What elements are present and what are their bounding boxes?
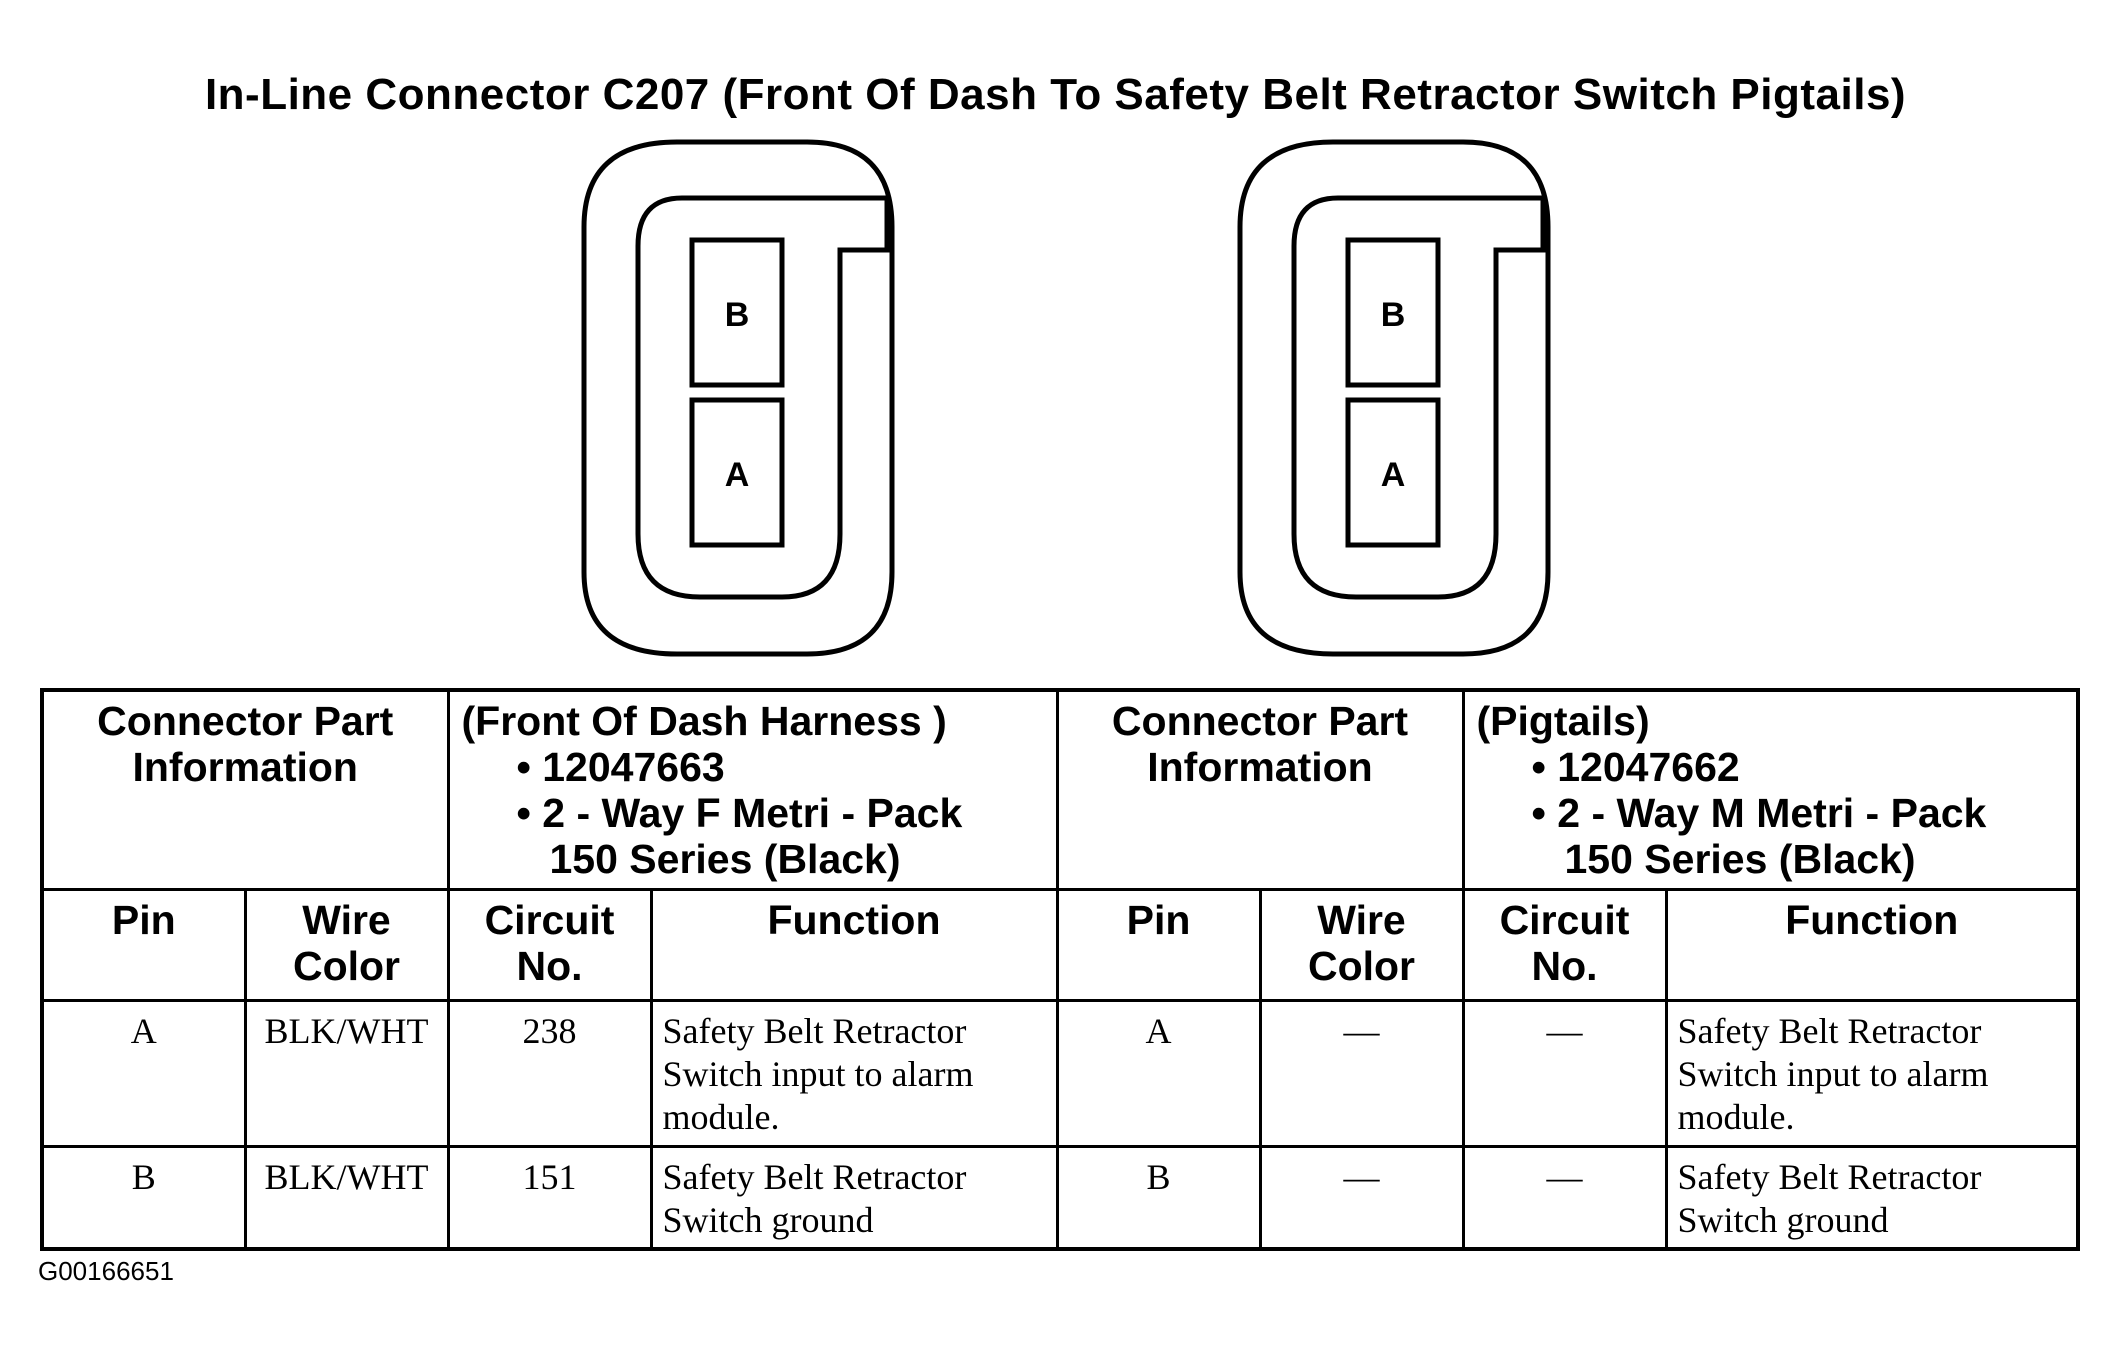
col-header-function: Function <box>1666 889 2078 1000</box>
col-header-function: Function <box>651 889 1057 1000</box>
pin-label-b: B <box>724 296 750 334</box>
part-desc-1: 2 - Way F Metri - Pack <box>542 790 963 836</box>
col-header-circuit: Circuit No. <box>448 889 651 1000</box>
connector-face-male <box>1238 142 1558 658</box>
pin-label-a: A <box>724 456 750 494</box>
part-info-label-left: Connector Part Information <box>42 690 448 889</box>
harness-name: (Front Of Dash Harness ) <box>461 698 947 744</box>
part-desc-2: 150 Series (Black) <box>549 836 901 882</box>
part-desc-1: 2 - Way M Metri - Pack <box>1557 790 1987 836</box>
table-row <box>42 1000 2078 1146</box>
function-cell: Safety Belt Retractor Switch ground <box>1666 1146 2078 1249</box>
part-number-line: • 12047663 <box>516 744 725 790</box>
pin-cell: B <box>42 1146 245 1249</box>
function-cell: Safety Belt Retractor Switch input to alarm module. <box>1666 1000 2078 1146</box>
col-header-pin: Pin <box>1057 889 1260 1000</box>
harness-name: (Pigtails) <box>1476 698 1650 744</box>
part-info-label-right: Connector Part Information <box>1057 690 1463 889</box>
connector-face-female <box>582 142 902 658</box>
part-info-right <box>1463 690 2078 889</box>
col-header-wire-color: Wire Color <box>1260 889 1463 1000</box>
connector-info-table <box>40 688 2080 1251</box>
part-info-left <box>448 690 1057 889</box>
part-number: 12047663 <box>542 744 725 790</box>
figure-id: G00166651 <box>38 1256 174 1286</box>
col-header-pin: Pin <box>42 889 245 1000</box>
part-number-line: • 12047662 <box>1531 744 1740 790</box>
part-desc-line: • 2 - Way M Metri - Pack <box>1531 790 1987 836</box>
part-desc-2: 150 Series (Black) <box>1564 836 1916 882</box>
pin-label-b: B <box>1380 296 1406 334</box>
table-row <box>42 1146 2078 1249</box>
part-info-row <box>42 690 2078 889</box>
circuit-cell: 151 <box>448 1146 651 1249</box>
wire-color-cell: — <box>1260 1146 1463 1249</box>
part-desc-line: • 2 - Way F Metri - Pack <box>516 790 963 836</box>
col-header-circuit: Circuit No. <box>1463 889 1666 1000</box>
column-header-row <box>42 889 2078 1000</box>
function-cell: Safety Belt Retractor Switch input to alarm module. <box>651 1000 1057 1146</box>
wire-color-cell: — <box>1260 1000 1463 1146</box>
pin-cell: A <box>1057 1000 1260 1146</box>
wire-color-cell: BLK/WHT <box>245 1146 448 1249</box>
wire-color-cell: BLK/WHT <box>245 1000 448 1146</box>
function-cell: Safety Belt Retractor Switch ground <box>651 1146 1057 1249</box>
pin-cell: B <box>1057 1146 1260 1249</box>
circuit-cell: — <box>1463 1000 1666 1146</box>
circuit-cell: — <box>1463 1146 1666 1249</box>
part-number: 12047662 <box>1557 744 1740 790</box>
diagram-title: In-Line Connector C207 (Front Of Dash To Safety Belt Retractor Switch Pigtails) <box>204 70 1907 119</box>
pin-cell: A <box>42 1000 245 1146</box>
pin-label-a: A <box>1380 456 1406 494</box>
circuit-cell: 238 <box>448 1000 651 1146</box>
col-header-wire-color: Wire Color <box>245 889 448 1000</box>
